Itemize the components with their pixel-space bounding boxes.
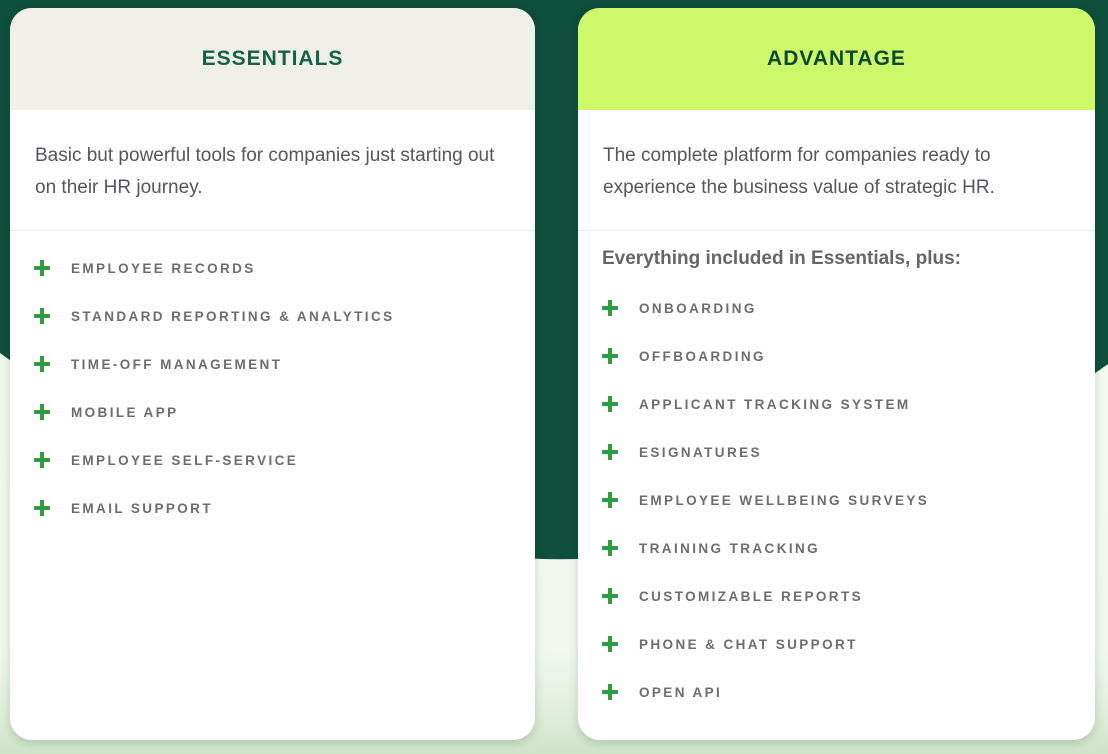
feature-row[interactable] [602,284,1071,332]
feature-label: EMAIL SUPPORT [71,500,213,516]
advantage-features-intro: Everything included in Essentials, plus: [602,248,961,269]
feature-label: MOBILE APP [71,404,179,420]
plus-icon [602,540,618,556]
plus-icon [602,396,618,412]
plus-icon [602,684,618,700]
plus-icon [602,300,618,316]
plus-icon [34,404,50,420]
feature-label: APPLICANT TRACKING SYSTEM [639,396,911,412]
essentials-feature-list [10,231,535,532]
plus-icon [602,588,618,604]
feature-row[interactable] [602,668,1071,716]
feature-row[interactable] [602,332,1071,380]
feature-label: STANDARD REPORTING & ANALYTICS [71,308,395,324]
feature-row[interactable] [602,524,1071,572]
feature-row[interactable] [34,244,511,292]
feature-label: OFFBOARDING [639,348,766,364]
plus-icon [34,356,50,372]
plus-icon [602,444,618,460]
feature-row[interactable] [602,380,1071,428]
advantage-feature-list [578,271,1095,716]
plus-icon [34,452,50,468]
feature-row[interactable] [602,476,1071,524]
plan-card-advantage [578,8,1095,740]
feature-row[interactable] [34,436,511,484]
feature-label: ONBOARDING [639,300,757,316]
feature-label: OPEN API [639,684,723,700]
plus-icon [34,308,50,324]
feature-label: ESIGNATURES [639,444,762,460]
feature-label: TRAINING TRACKING [639,540,821,556]
advantage-title: ADVANTAGE [767,47,906,70]
plan-card-essentials [10,8,535,740]
divider [578,230,1095,231]
feature-label: EMPLOYEE WELLBEING SURVEYS [639,492,930,508]
essentials-header [10,8,535,110]
plus-icon [34,260,50,276]
plus-icon [602,492,618,508]
plus-icon [602,348,618,364]
essentials-title: ESSENTIALS [201,47,344,70]
feature-row[interactable] [34,484,511,532]
advantage-description: The complete platform for companies ready to experience the business value of strategic HR. [603,145,995,198]
feature-label: CUSTOMIZABLE REPORTS [639,588,864,604]
plus-icon [34,500,50,516]
feature-row[interactable] [34,388,511,436]
plus-icon [602,636,618,652]
feature-label: TIME-OFF MANAGEMENT [71,356,283,372]
feature-label: EMPLOYEE SELF-SERVICE [71,452,299,468]
plan-cards [10,8,1095,740]
essentials-description: Basic but powerful tools for companies just starting out on their HR journey. [35,145,495,198]
feature-row[interactable] [34,292,511,340]
feature-row[interactable] [602,572,1071,620]
feature-label: PHONE & CHAT SUPPORT [639,636,858,652]
feature-row[interactable] [602,428,1071,476]
feature-row[interactable] [34,340,511,388]
feature-label: EMPLOYEE RECORDS [71,260,256,276]
feature-row[interactable] [602,620,1071,668]
advantage-header [578,8,1095,110]
